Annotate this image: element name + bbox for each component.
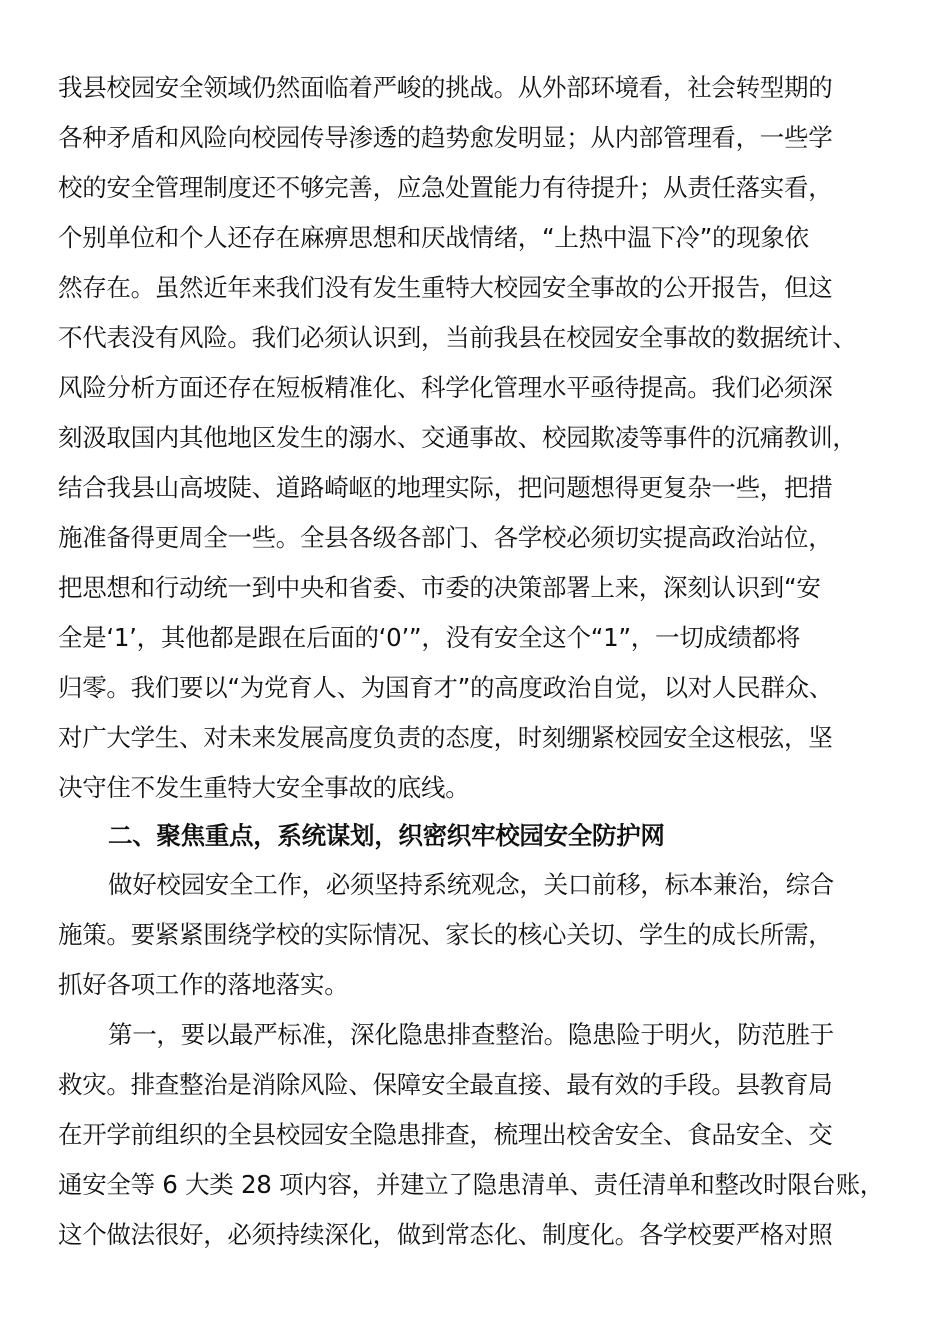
paragraph-line: 归零。我们要以“为党育人、为国育才”的高度政治自觉，以对人民群众、 <box>58 673 833 702</box>
paragraph-line: 这个做法很好，必须持续深化，做到常态化、制度化。各学校要严格对照 <box>58 1220 833 1249</box>
section-heading: 二、聚焦重点，系统谋划，织密织牢校园安全防护网 <box>108 821 665 850</box>
paragraph-line: 不代表没有风险。我们必须认识到，当前我县在校园安全事故的数据统计、 <box>58 323 857 352</box>
paragraph-line: 第一，要以最严标准，深化隐患排查整治。隐患险于明火，防范胜于 <box>108 1020 834 1049</box>
paragraph-line: 通安全等 6 大类 28 项内容，并建立了隐患清单、责任清单和整改时限台账， <box>58 1170 885 1199</box>
paragraph-line: 风险分析方面还存在短板精准化、科学化管理水平亟待提高。我们必须深 <box>58 373 833 402</box>
paragraph-line: 我县校园安全领域仍然面临着严峻的挑战。从外部环境看，社会转型期的 <box>58 73 833 102</box>
paragraph-line: 施策。要紧紧围绕学校的实际情况、家长的核心关切、学生的成长所需， <box>58 920 833 949</box>
paragraph-line: 对广大学生、对未来发展高度负责的态度，时刻绷紧校园安全这根弦，坚 <box>58 723 833 752</box>
paragraph-line: 校的安全管理制度还不够完善，应急处置能力有待提升；从责任落实看， <box>58 173 833 202</box>
paragraph-line: 结合我县山高坡陡、道路崎岖的地理实际，把问题想得更复杂一些，把措 <box>58 473 833 502</box>
paragraph-line: 个别单位和个人还存在麻痹思想和厌战情绪，“上热中温下冷”的现象依 <box>58 223 809 252</box>
paragraph-line: 在开学前组织的全县校园安全隐患排查，梳理出校舍安全、食品安全、交 <box>58 1120 833 1149</box>
paragraph-line: 刻汲取国内其他地区发生的溺水、交通事故、校园欺凌等事件的沉痛教训， <box>58 423 857 452</box>
paragraph-line: 然存在。虽然近年来我们没有发生重特大校园安全事故的公开报告，但这 <box>58 273 833 302</box>
paragraph-line: 各种矛盾和风险向校园传导渗透的趋势愈发明显；从内部管理看，一些学 <box>58 123 833 152</box>
paragraph-line: 全是‘1’，其他都是跟在后面的‘0’”，没有安全这个“1”，一切成绩都将 <box>58 623 801 652</box>
paragraph-line: 做好校园安全工作，必须坚持系统观念，关口前移，标本兼治，综合 <box>108 870 834 899</box>
paragraph-line: 把思想和行动统一到中央和省委、市委的决策部署上来，深刻认识到“安 <box>58 573 821 602</box>
paragraph-line: 决守住不发生重特大安全事故的底线。 <box>58 773 470 802</box>
paragraph-line: 施准备得更周全一些。全县各级各部门、各学校必须切实提高政治站位， <box>58 523 833 552</box>
paragraph-line: 救灾。排查整治是消除风险、保障安全最直接、最有效的手段。县教育局 <box>58 1070 833 1099</box>
paragraph-line: 抓好各项工作的落地落实。 <box>58 970 349 999</box>
